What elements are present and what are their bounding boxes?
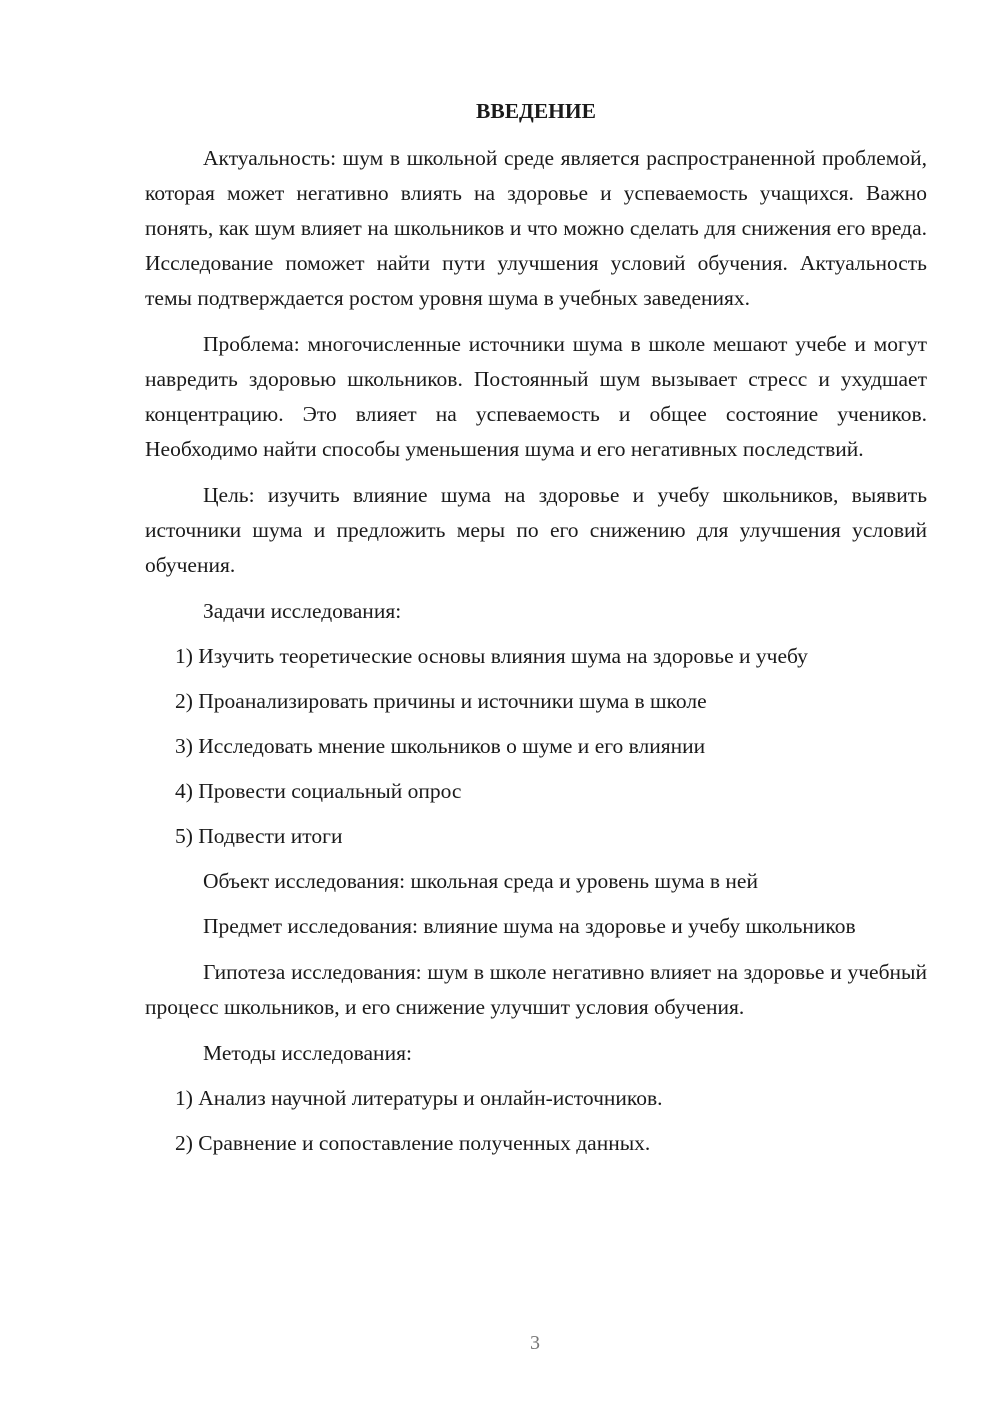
method-item: 2) Сравнение и сопоставление полученных данных. [175,1131,651,1155]
task-item: 2) Проанализировать причины и источники шума в школе [175,689,707,713]
tasks-heading: Задачи исследования: [203,599,402,623]
method-item: 1) Анализ научной литературы и онлайн-источников. [175,1086,663,1110]
subject-paragraph: Предмет исследования: влияние шума на здоровье и учебу школьников [203,914,856,938]
hypothesis-paragraph: Гипотеза исследования: шум в школе негативно влияет на здоровье и учебный процесс школьников, и его снижение улучшит условия обучения. [145,960,927,1019]
page-number: 3 [530,1332,540,1354]
section-title: ВВЕДЕНИЕ [476,99,596,123]
task-item: 1) Изучить теоретические основы влияния шума на здоровье и учебу [175,644,808,668]
methods-heading: Методы исследования: [203,1041,412,1065]
problem-paragraph: Проблема: многочисленные источники шума в школе мешают учебе и могут навредить здоровью школьников. Постоянный шум вызывает стресс и ухудшает концентрацию. Это влияет на успеваемость и общее состояние учеников. Необходимо найти способы уменьшения шума и его негативных последствий. [145,332,927,461]
task-item: 5) Подвести итоги [175,824,343,848]
task-item: 4) Провести социальный опрос [175,779,462,803]
document-page [145,96,927,1171]
object-line: Объект исследования: школьная среда и уровень шума в ней [203,869,758,893]
task-item: 3) Исследовать мнение школьников о шуме и его влиянии [175,734,706,758]
goal-paragraph: Цель: изучить влияние шума на здоровье и учебу школьников, выявить источники шума и предложить меры по его снижению для улучшения условий обучения. [145,483,927,577]
relevance-paragraph: Актуальность: шум в школьной среде является распространенной проблемой, которая может негативно влиять на здоровье и успеваемость учащихся. Важно понять, как шум влияет на школьников и что можно сделать для снижения его вреда. Исследование поможет найти пути улучшения условий обучения. Актуальность темы подтверждается ростом уровня шума в учебных заведениях. [145,146,927,310]
